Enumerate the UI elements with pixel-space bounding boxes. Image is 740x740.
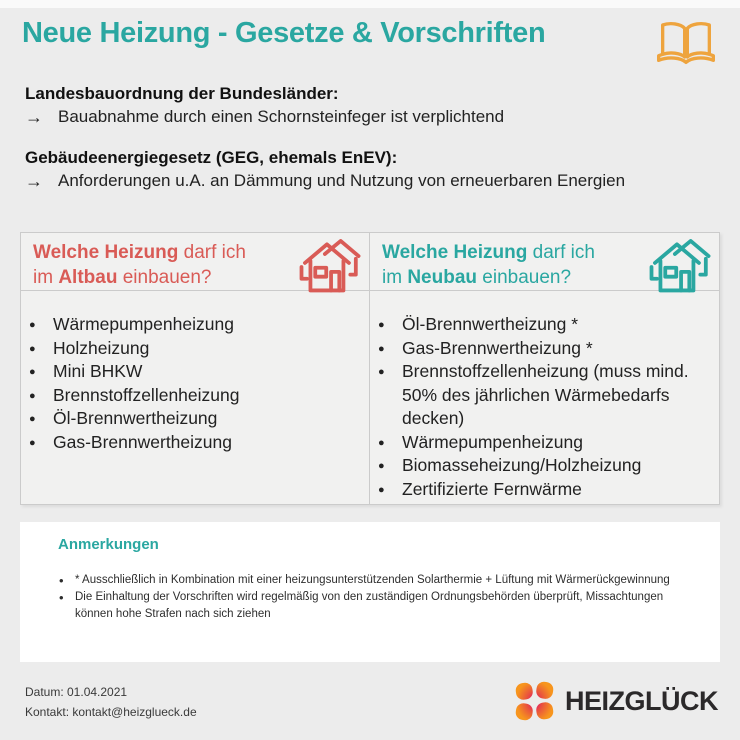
header-text-bold: Welche Heizung <box>382 242 528 263</box>
header-text: im <box>382 267 408 288</box>
neubau-heating-list <box>378 313 707 501</box>
comparison-table <box>20 232 720 505</box>
header-text: darf ich <box>527 242 595 263</box>
notes-heading: Anmerkungen <box>58 536 159 553</box>
list-item: ● Öl-Brennwertheizung * <box>378 313 707 337</box>
arrow-icon: → <box>25 107 43 127</box>
notes-list <box>75 572 695 623</box>
neubau-header <box>370 233 719 291</box>
altbau-list-cell <box>21 291 370 504</box>
law-heading: Landesbauordnung der Bundesländer: <box>25 84 339 103</box>
altbau-header <box>21 233 370 291</box>
footer-meta <box>25 682 197 722</box>
list-item: ● Öl-Brennwertheizung <box>29 407 357 431</box>
altbau-heating-list <box>29 313 357 454</box>
law-section-landesbauordnung <box>25 84 717 127</box>
law-text: Bauabnahme durch einen Schornsteinfeger ist verplichtend <box>58 107 505 126</box>
brand-logo <box>514 677 718 725</box>
open-book-icon <box>654 13 718 77</box>
header-text-bold: Welche Heizung <box>33 242 179 263</box>
contact-text: Kontakt: kontakt@heizglueck.de <box>25 705 197 719</box>
header-text-bold: Altbau <box>58 267 118 288</box>
header-text-bold: Neubau <box>407 267 478 288</box>
note-item: • Die Einhaltung der Vorschriften wird regelmäßig von den zuständigen Ordnungsbehörden überprüft, Missachtungen können hohe Strafen nach sich ziehen <box>75 589 695 623</box>
four-petal-flower-icon <box>514 679 555 724</box>
header-text: einbauen? <box>117 267 212 288</box>
arrow-icon: → <box>25 171 43 191</box>
date-text: Datum: 01.04.2021 <box>25 685 128 699</box>
neubau-list-cell <box>370 291 719 504</box>
list-item: ● Gas-Brennwertheizung <box>29 431 357 455</box>
list-item: ● Zertifizierte Fernwärme <box>378 478 707 502</box>
law-point <box>25 107 717 127</box>
top-strip <box>0 0 740 8</box>
law-point <box>25 171 717 191</box>
page-title: Neue Heizung - Gesetze & Vorschriften <box>22 17 546 49</box>
list-item: ● Brennstoffzellenheizung (muss mind. 50% des jährlichen Wärmebedarfs decken) <box>378 360 707 431</box>
list-item: ● Holzheizung <box>29 337 357 361</box>
list-item: ● Gas-Brennwertheizung * <box>378 337 707 361</box>
list-item: ● Mini BHKW <box>29 360 357 384</box>
law-sections <box>25 84 717 212</box>
list-item: ● Wärmepumpenheizung <box>29 313 357 337</box>
header-text: darf ich <box>178 242 246 263</box>
list-item: ● Brennstoffzellenheizung <box>29 384 357 408</box>
notes-box <box>20 522 720 662</box>
brand-name: HEIZGLÜCK <box>565 685 718 716</box>
list-item: ● Wärmepumpenheizung <box>378 431 707 455</box>
law-section-geg <box>25 148 717 191</box>
header-text: im <box>33 267 59 288</box>
header-text: einbauen? <box>477 267 572 288</box>
law-text: Anforderungen u.A. an Dämmung und Nutzung von erneuerbaren Energien <box>58 171 626 190</box>
law-heading: Gebäudeenergiegesetz (GEG, ehemals EnEV): <box>25 148 398 167</box>
house-icon <box>646 235 712 295</box>
note-item: • * Ausschließlich in Kombination mit einer heizungsunterstützenden Solarthermie + Lüftung mit Wärmerückgewinnung <box>75 572 695 589</box>
house-icon <box>296 235 362 295</box>
list-item: ● Biomasseheizung/Holzheizung <box>378 454 707 478</box>
